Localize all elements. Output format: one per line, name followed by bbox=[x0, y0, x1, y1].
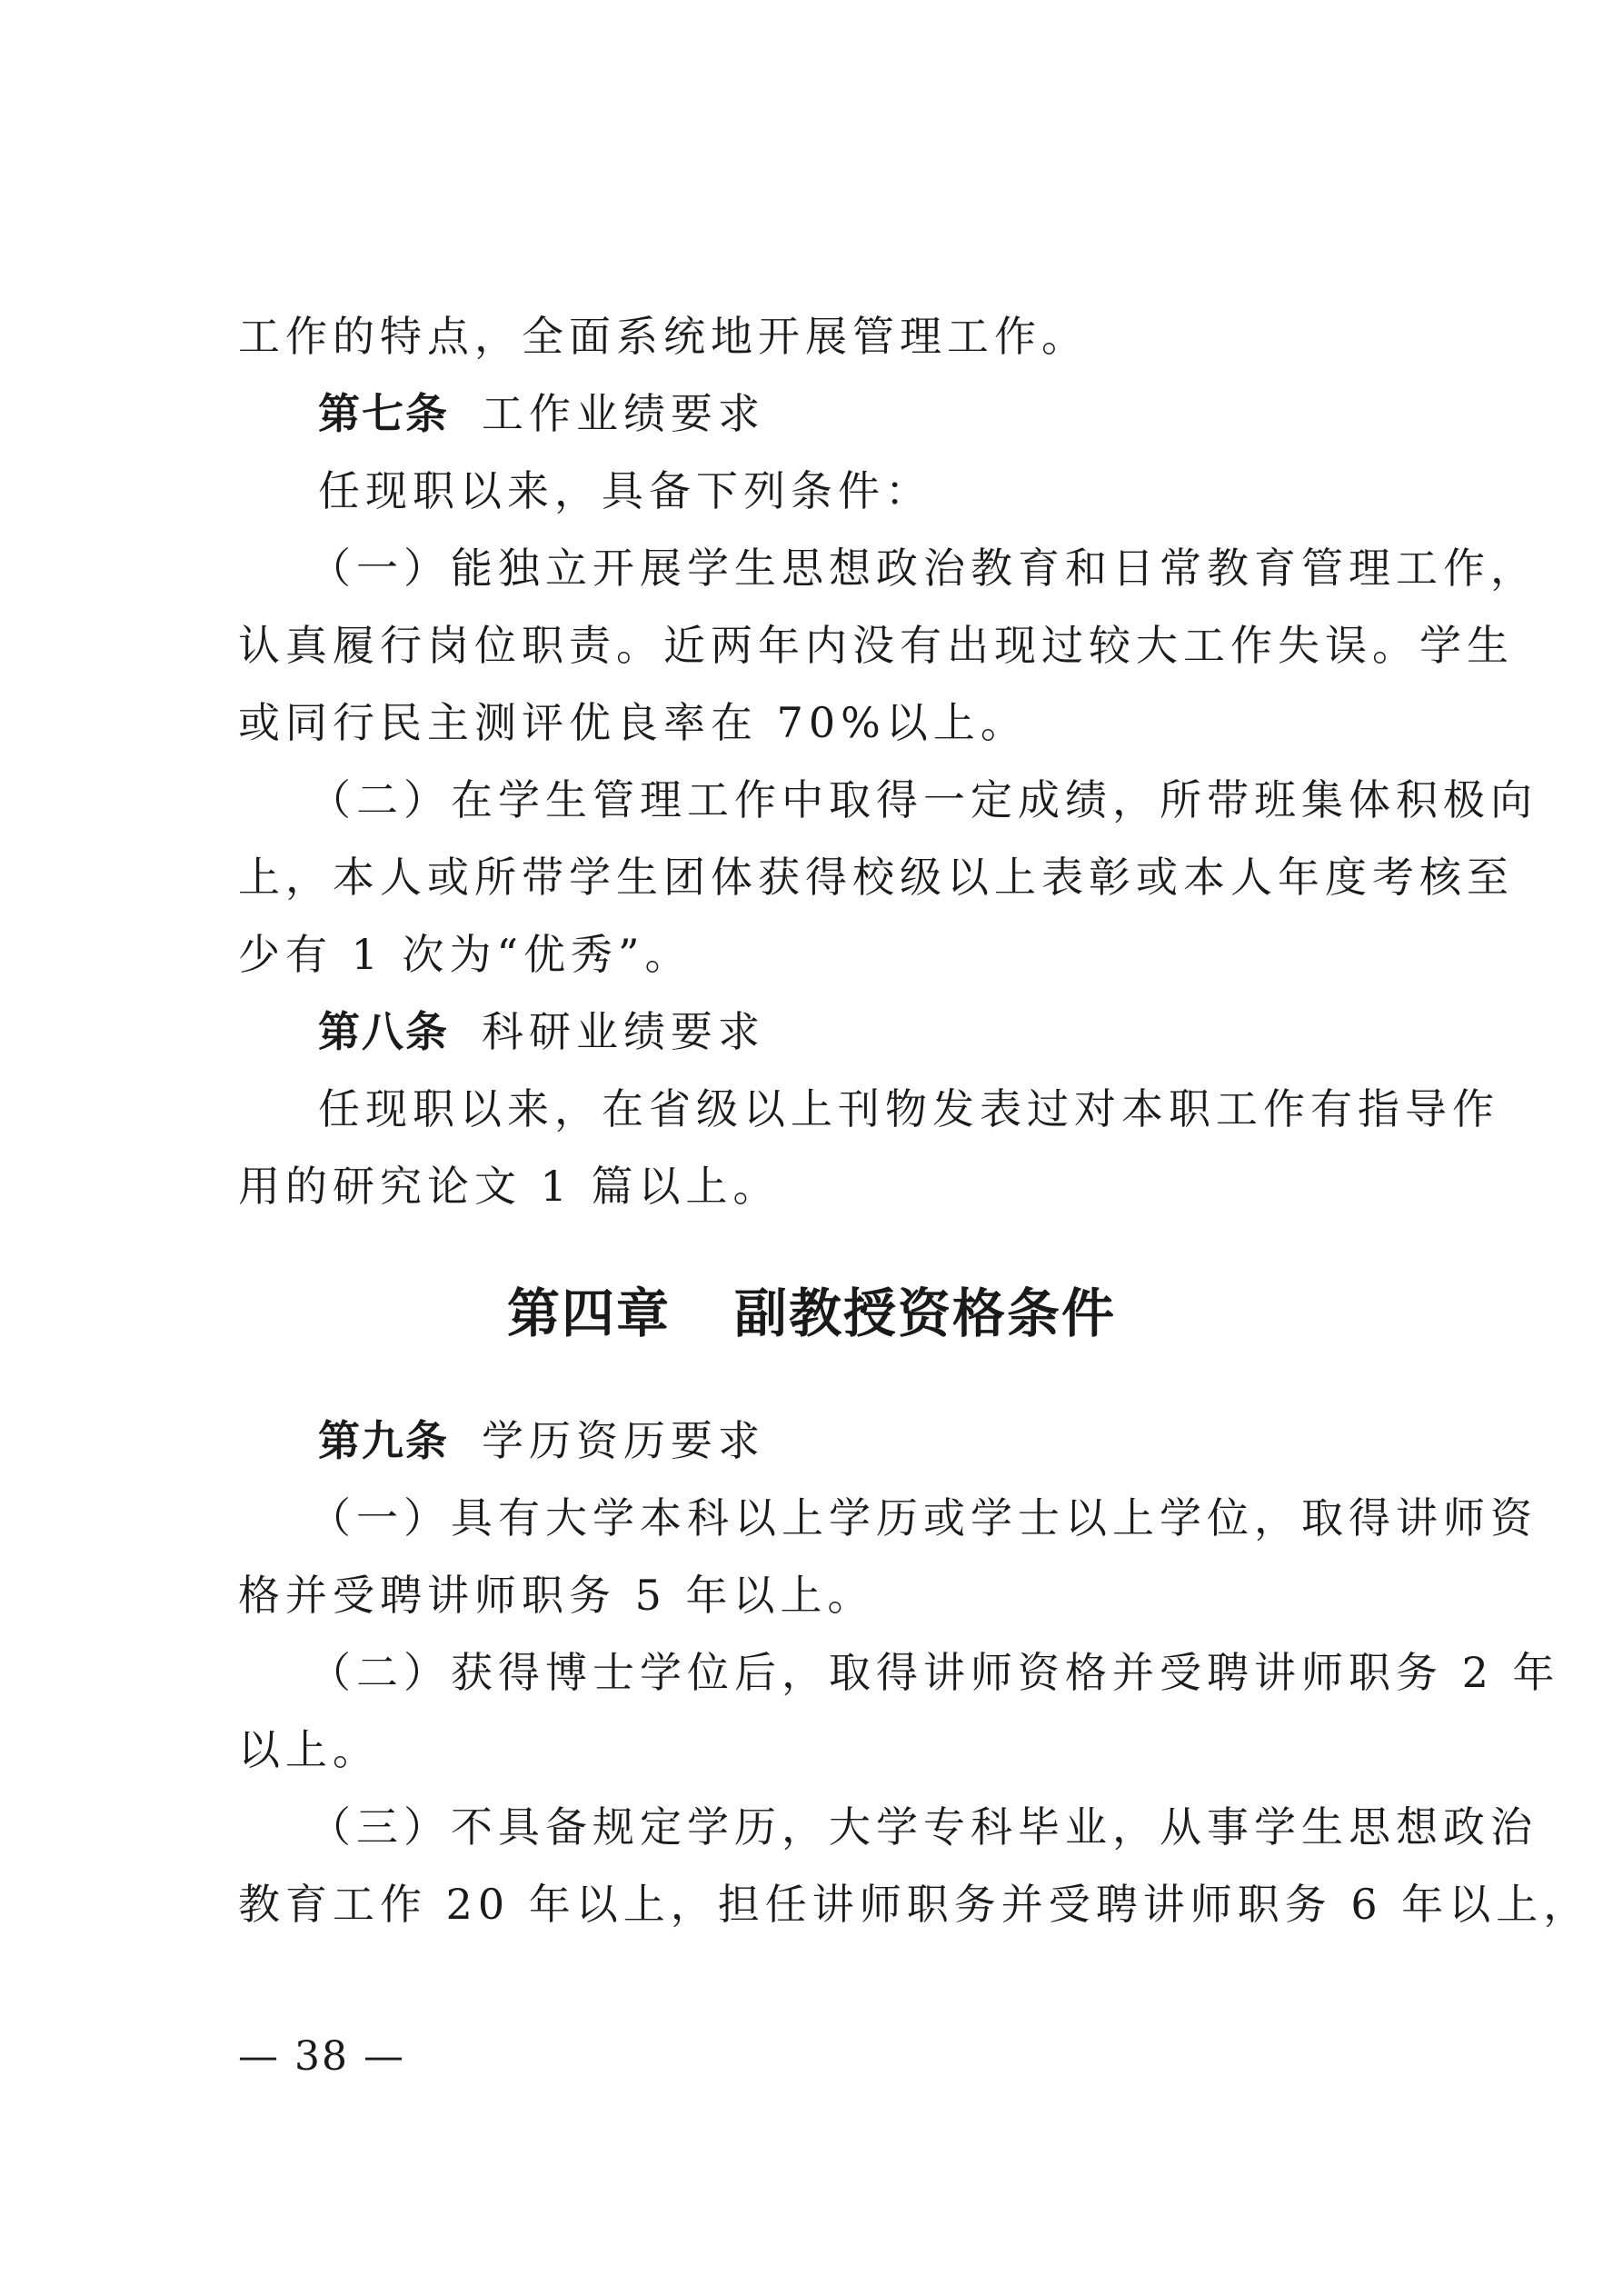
body-text-line: （三）不具备规定学历，大学专科毕业，从事学生思想政治 bbox=[309, 1802, 1538, 1852]
chapter-heading bbox=[0, 1282, 1623, 1345]
clause-heading-text: 科研业绩要求 bbox=[482, 1007, 765, 1056]
body-text-line: （二）在学生管理工作中取得一定成绩，所带班集体积极向 bbox=[309, 775, 1538, 824]
body-text-line: （二）获得博士学位后，取得讲师资格并受聘讲师职务 2 年 bbox=[309, 1648, 1560, 1697]
body-text-line: 认真履行岗位职责。近两年内没有出现过较大工作失误。学生 bbox=[238, 621, 1514, 670]
body-text-line: 上，本人或所带学生团体获得校级以上表彰或本人年度考核至 bbox=[238, 853, 1514, 902]
body-text-line: 教育工作 20 年以上，担任讲师职务并受聘讲师职务 6 年以上， bbox=[238, 1880, 1591, 1929]
body-text-line: 格并受聘讲师职务 5 年以上。 bbox=[238, 1571, 875, 1620]
body-text-line: 任现职以来，在省级以上刊物发表过对本职工作有指导作 bbox=[318, 1084, 1499, 1133]
body-text-line: 任现职以来，具备下列条件： bbox=[318, 466, 932, 515]
body-text-line: 工作的特点，全面系统地开展管理工作。 bbox=[238, 312, 1089, 361]
clause-number: 第九条 bbox=[318, 1416, 449, 1465]
chapter-title: 副教授资格条件 bbox=[734, 1283, 1117, 1344]
clause-number: 第七条 bbox=[318, 389, 449, 438]
clause-heading-text: 工作业绩要求 bbox=[482, 389, 765, 438]
body-text-line: 少有 1 次为“优秀”。 bbox=[238, 930, 692, 979]
chapter-number: 第四章 bbox=[506, 1283, 671, 1344]
body-text-line: （一）能独立开展学生思想政治教育和日常教育管理工作， bbox=[309, 544, 1538, 593]
clause-heading-text: 学历资历要求 bbox=[482, 1416, 765, 1465]
body-text-line: 用的研究论文 1 篇以上。 bbox=[238, 1162, 781, 1211]
page-number: — 38 — bbox=[238, 2033, 405, 2080]
clause-number: 第八条 bbox=[318, 1007, 449, 1056]
body-text-line: （一）具有大学本科以上学历或学士以上学位，取得讲师资 bbox=[309, 1493, 1538, 1542]
clause-heading bbox=[318, 1413, 1481, 1468]
clause-heading bbox=[318, 1004, 1481, 1059]
body-text-line: 以上。 bbox=[238, 1725, 380, 1774]
clause-heading bbox=[318, 386, 1481, 441]
body-text-line: 或同行民主测评优良率在 70%以上。 bbox=[238, 698, 1028, 747]
